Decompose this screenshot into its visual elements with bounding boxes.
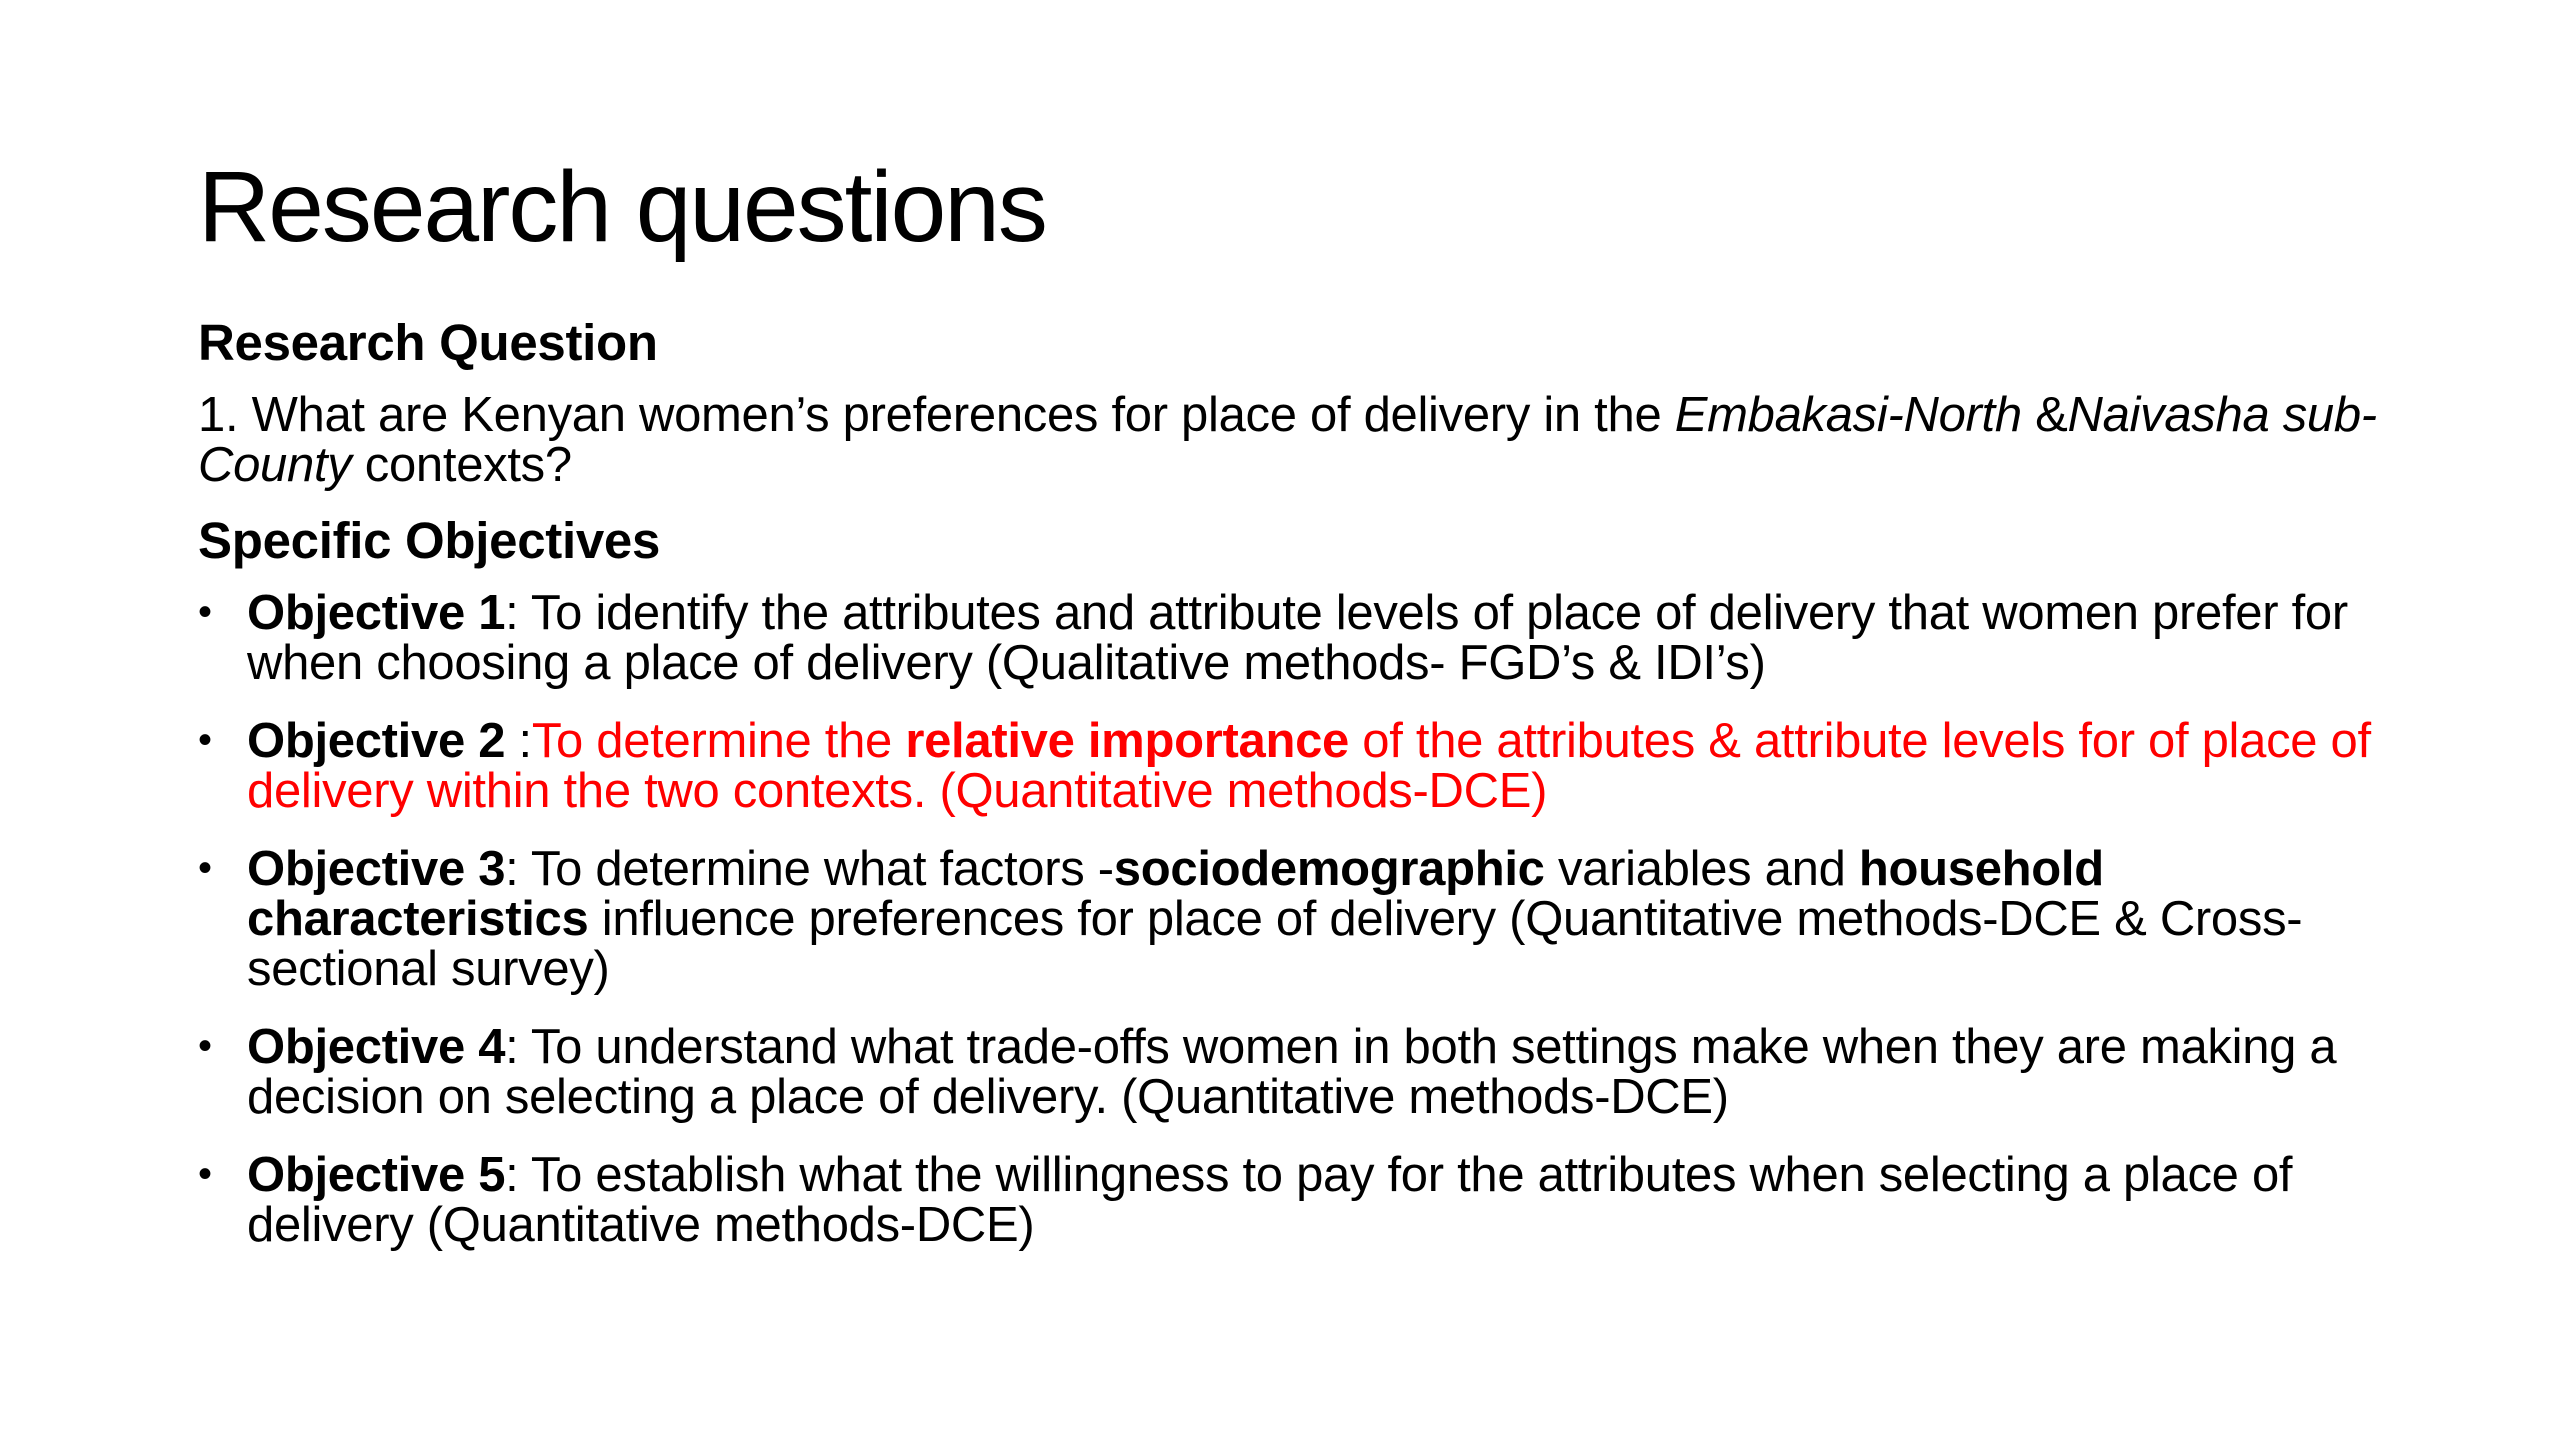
objective-4: [198, 1022, 2428, 1122]
bullet-icon: •: [198, 1152, 212, 1196]
objective-5: [198, 1150, 2428, 1250]
objective-5-text: : To establish what the willingness to pay for the attributes when selecting a place of delivery (Quantitative methods-DCE): [247, 1148, 2293, 1252]
objective-4-label: Objective 4: [247, 1020, 506, 1074]
objective-2-text-before: To determine the: [531, 714, 906, 768]
research-question-heading: Research Question: [198, 314, 658, 371]
question-suffix: contexts?: [351, 438, 572, 492]
objective-2-text-after: of the attributes & attribute levels for of place of delivery within the two contexts. (Quantitative methods-DCE): [247, 714, 2371, 818]
slide-content: [198, 314, 2428, 1278]
objective-3-text-after: influence preferences for place of delivery (Quantitative methods-DCE & Cross-sectional survey): [247, 892, 2303, 996]
objective-4-text: : To understand what trade-offs women in both settings make when they are making a decision on selecting a place of delivery. (Quantitative methods-DCE): [247, 1020, 2337, 1124]
specific-objectives-heading: Specific Objectives: [198, 512, 661, 569]
research-question-text: [198, 390, 2428, 490]
objective-3-emphasis-household: household characteristics: [247, 842, 2104, 946]
question-prefix: 1. What are Kenyan women’s preferences for place of delivery in the: [198, 388, 1675, 442]
objective-1-label: Objective 1: [247, 586, 506, 640]
objectives-list: [198, 588, 2428, 1250]
place-naivasha-sub-county: Naivasha sub-County: [198, 388, 2377, 492]
bullet-icon: •: [198, 718, 212, 762]
objective-1-text: : To identify the attributes and attribute levels of place of delivery that women prefer for when choosing a place of delivery (Qualitative methods- FGD’s & IDI’s): [247, 586, 2348, 690]
objective-3-middle: variables and: [1544, 842, 1859, 896]
bullet-icon: •: [198, 1024, 212, 1068]
objective-2-separator: :: [505, 714, 532, 768]
slide-title: Research questions: [198, 151, 1046, 263]
place-embakasi-north: Embakasi-North: [1674, 388, 2022, 442]
bullet-icon: •: [198, 846, 212, 890]
objective-2-label: Objective 2: [247, 714, 506, 768]
question-ampersand: &: [2021, 388, 2068, 442]
objective-1: [198, 588, 2428, 688]
objective-3-text-before: : To determine what factors -: [505, 842, 1114, 896]
objective-2: [198, 716, 2428, 816]
objective-5-label: Objective 5: [247, 1148, 506, 1202]
objective-3: [198, 844, 2428, 994]
objective-3-emphasis-sociodemographic: sociodemographic: [1113, 842, 1545, 896]
objective-2-emphasis: relative importance: [905, 714, 1349, 768]
bullet-icon: •: [198, 590, 212, 634]
objective-3-label: Objective 3: [247, 842, 506, 896]
